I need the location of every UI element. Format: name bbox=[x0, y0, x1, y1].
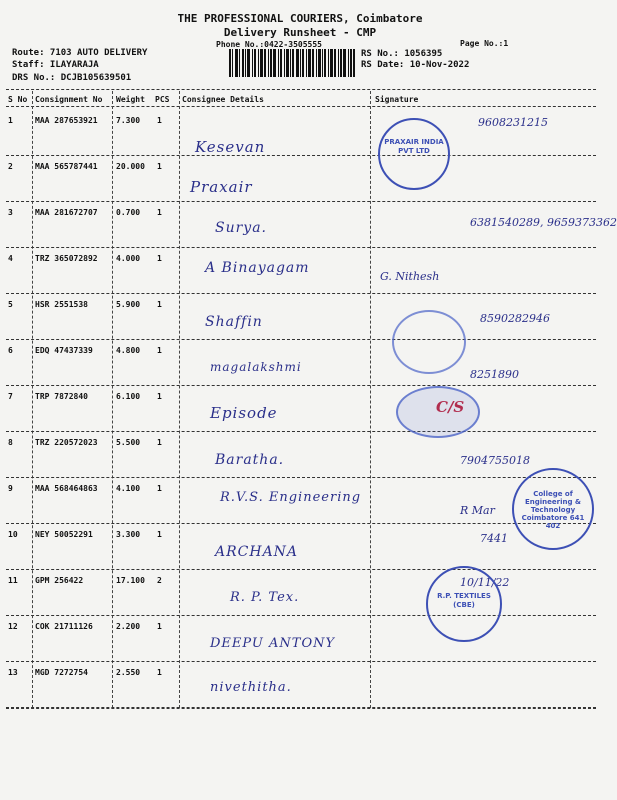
textiles-stamp bbox=[426, 566, 502, 642]
header-bottom-rule bbox=[6, 106, 596, 107]
row-signature: 9608231215 bbox=[478, 116, 548, 129]
college-stamp-text: College of Engineering & Technology Coimbatore 641 402 bbox=[521, 490, 585, 530]
col-header-weight: Weight bbox=[116, 95, 145, 104]
row-pcs: 1 bbox=[157, 254, 162, 263]
row-consignee-handwritten: Kesevan bbox=[195, 138, 266, 156]
row-sno: 1 bbox=[8, 116, 13, 125]
row-consignment-no: MGD 7272754 bbox=[35, 668, 88, 677]
row-sno: 5 bbox=[8, 300, 13, 309]
row-weight: 5.900 bbox=[116, 300, 141, 309]
row-weight: 5.500 bbox=[116, 438, 141, 447]
row-sno: 12 bbox=[8, 622, 18, 631]
row-separator bbox=[6, 155, 596, 156]
row-consignment-no: NEY 50052291 bbox=[35, 530, 93, 539]
row-separator bbox=[6, 385, 596, 386]
row-separator bbox=[6, 569, 596, 570]
row-weight: 4.100 bbox=[116, 484, 141, 493]
row-separator bbox=[6, 293, 596, 294]
row-consignment-no: EDQ 47437339 bbox=[35, 346, 93, 355]
row-weight: 2.200 bbox=[116, 622, 141, 631]
textiles-stamp-text: R.P. TEXTILES (CBE) bbox=[437, 592, 491, 609]
row-consignee-handwritten: R. P. Tex. bbox=[230, 590, 300, 605]
row-weight: 4.000 bbox=[116, 254, 141, 263]
row-pcs: 1 bbox=[157, 116, 162, 125]
row-signature: C/S bbox=[436, 398, 465, 416]
col-header-pcs: PCS bbox=[155, 95, 170, 104]
row-consignee-handwritten: R.V.S. Engineering bbox=[220, 490, 362, 505]
row-separator bbox=[6, 201, 596, 202]
row-consignment-no: MAA 287653921 bbox=[35, 116, 98, 125]
row-sno: 3 bbox=[8, 208, 13, 217]
row-consignee-handwritten: Surya. bbox=[215, 220, 268, 236]
row-pcs: 1 bbox=[157, 208, 162, 217]
row-consignee-handwritten: A Binayagam bbox=[205, 260, 310, 276]
company-name: THE PROFESSIONAL COURIERS, Coimbatore bbox=[177, 12, 423, 25]
table-top-rule bbox=[6, 89, 596, 90]
row-separator bbox=[6, 661, 596, 662]
row-weight: 0.700 bbox=[116, 208, 141, 217]
rs-date: RS Date: 10-Nov-2022 bbox=[361, 60, 470, 70]
row-pcs: 1 bbox=[157, 300, 162, 309]
row-weight: 6.100 bbox=[116, 392, 141, 401]
row-sno: 2 bbox=[8, 162, 13, 171]
row-pcs: 1 bbox=[157, 530, 162, 539]
row-consignee-handwritten: Baratha. bbox=[215, 452, 285, 468]
document-title: Delivery Runsheet - CMP bbox=[223, 26, 377, 39]
row-weight: 2.550 bbox=[116, 668, 141, 677]
row-sno: 9 bbox=[8, 484, 13, 493]
row-sno: 4 bbox=[8, 254, 13, 263]
praxair-stamp-text: PRAXAIR INDIA PVT LTD bbox=[384, 138, 444, 155]
row-separator bbox=[6, 247, 596, 248]
row-sno: 11 bbox=[8, 576, 18, 585]
page-number: Page No.:1 bbox=[460, 39, 509, 48]
row-consignee-handwritten: Praxair bbox=[190, 178, 253, 196]
praxair-stamp bbox=[378, 118, 450, 190]
row-weight: 3.300 bbox=[116, 530, 141, 539]
row-consignee-handwritten: nivethitha. bbox=[210, 680, 292, 695]
row-sno: 13 bbox=[8, 668, 18, 677]
col-header-consignment: Consignment No bbox=[35, 95, 103, 104]
row-consignee-handwritten: Episode bbox=[210, 404, 278, 422]
row-consignment-no: TRP 7872840 bbox=[35, 392, 88, 401]
row-pcs: 2 bbox=[157, 576, 162, 585]
row-separator bbox=[6, 339, 596, 340]
col-header-sno: S No bbox=[8, 95, 28, 104]
table-bottom-rule bbox=[6, 708, 596, 709]
row-signature: 7904755018 bbox=[460, 454, 530, 467]
row-consignee-handwritten: DEEPU ANTONY bbox=[210, 636, 336, 651]
row-signature: 8590282946 bbox=[480, 312, 550, 325]
row-signature: 7441 bbox=[480, 532, 508, 545]
row-pcs: 1 bbox=[157, 668, 162, 677]
row-pcs: 1 bbox=[157, 438, 162, 447]
staff-info: Staff: ILAYARAJA bbox=[12, 60, 99, 70]
row-pcs: 1 bbox=[157, 162, 162, 171]
col-header-signature: Signature bbox=[375, 95, 419, 104]
drs-number: DRS No.: DCJB105639501 bbox=[12, 73, 132, 83]
row-pcs: 1 bbox=[157, 622, 162, 631]
rs-number: RS No.: 1056395 bbox=[361, 49, 443, 59]
row-pcs: 1 bbox=[157, 392, 162, 401]
row-sno: 6 bbox=[8, 346, 13, 355]
row-sno: 7 bbox=[8, 392, 13, 401]
phone-number: Phone No.:0422-3505555 bbox=[216, 40, 322, 49]
row-consignment-no: TRZ 365072892 bbox=[35, 254, 98, 263]
row-weight: 4.800 bbox=[116, 346, 141, 355]
row-consignment-no: GPM 256422 bbox=[35, 576, 84, 585]
row-separator bbox=[6, 615, 596, 616]
row-pcs: 1 bbox=[157, 346, 162, 355]
row-consignee-handwritten: magalakshmi bbox=[210, 360, 302, 374]
row-consignee-handwritten: ARCHANA bbox=[215, 544, 299, 560]
row-consignment-no: COK 21711126 bbox=[35, 622, 93, 631]
smudged-stamp bbox=[396, 386, 480, 438]
barcode-image bbox=[229, 49, 355, 77]
row-signature: 10/11/22 bbox=[460, 576, 510, 589]
route-info: Route: 7103 AUTO DELIVERY bbox=[12, 48, 148, 58]
row-consignee-handwritten: Shaffin bbox=[205, 314, 263, 330]
row-signature: 6381540289, 9659373362 bbox=[470, 216, 617, 229]
row-weight: 17.100 bbox=[116, 576, 145, 585]
row-weight: 7.300 bbox=[116, 116, 141, 125]
row-sno: 10 bbox=[8, 530, 18, 539]
row-consignment-no: TRZ 220572023 bbox=[35, 438, 98, 447]
row-consignment-no: MAA 565787441 bbox=[35, 162, 98, 171]
row-pcs: 1 bbox=[157, 484, 162, 493]
row-separator bbox=[6, 477, 596, 478]
row-sno: 8 bbox=[8, 438, 13, 447]
row-signature: G. Nithesh bbox=[380, 270, 440, 283]
row-consignment-no: MAA 568464863 bbox=[35, 484, 98, 493]
college-stamp bbox=[512, 468, 594, 550]
blue-round-stamp bbox=[392, 310, 466, 374]
row-separator bbox=[6, 431, 596, 432]
row-consignment-no: MAA 281672707 bbox=[35, 208, 98, 217]
col-header-consignee: Consignee Details bbox=[182, 95, 264, 104]
row-separator bbox=[6, 523, 596, 524]
row-weight: 20.000 bbox=[116, 162, 145, 171]
row-signature: R Mar bbox=[460, 504, 495, 517]
row-signature: 8251890 bbox=[470, 368, 519, 381]
row-consignment-no: HSR 2551538 bbox=[35, 300, 88, 309]
